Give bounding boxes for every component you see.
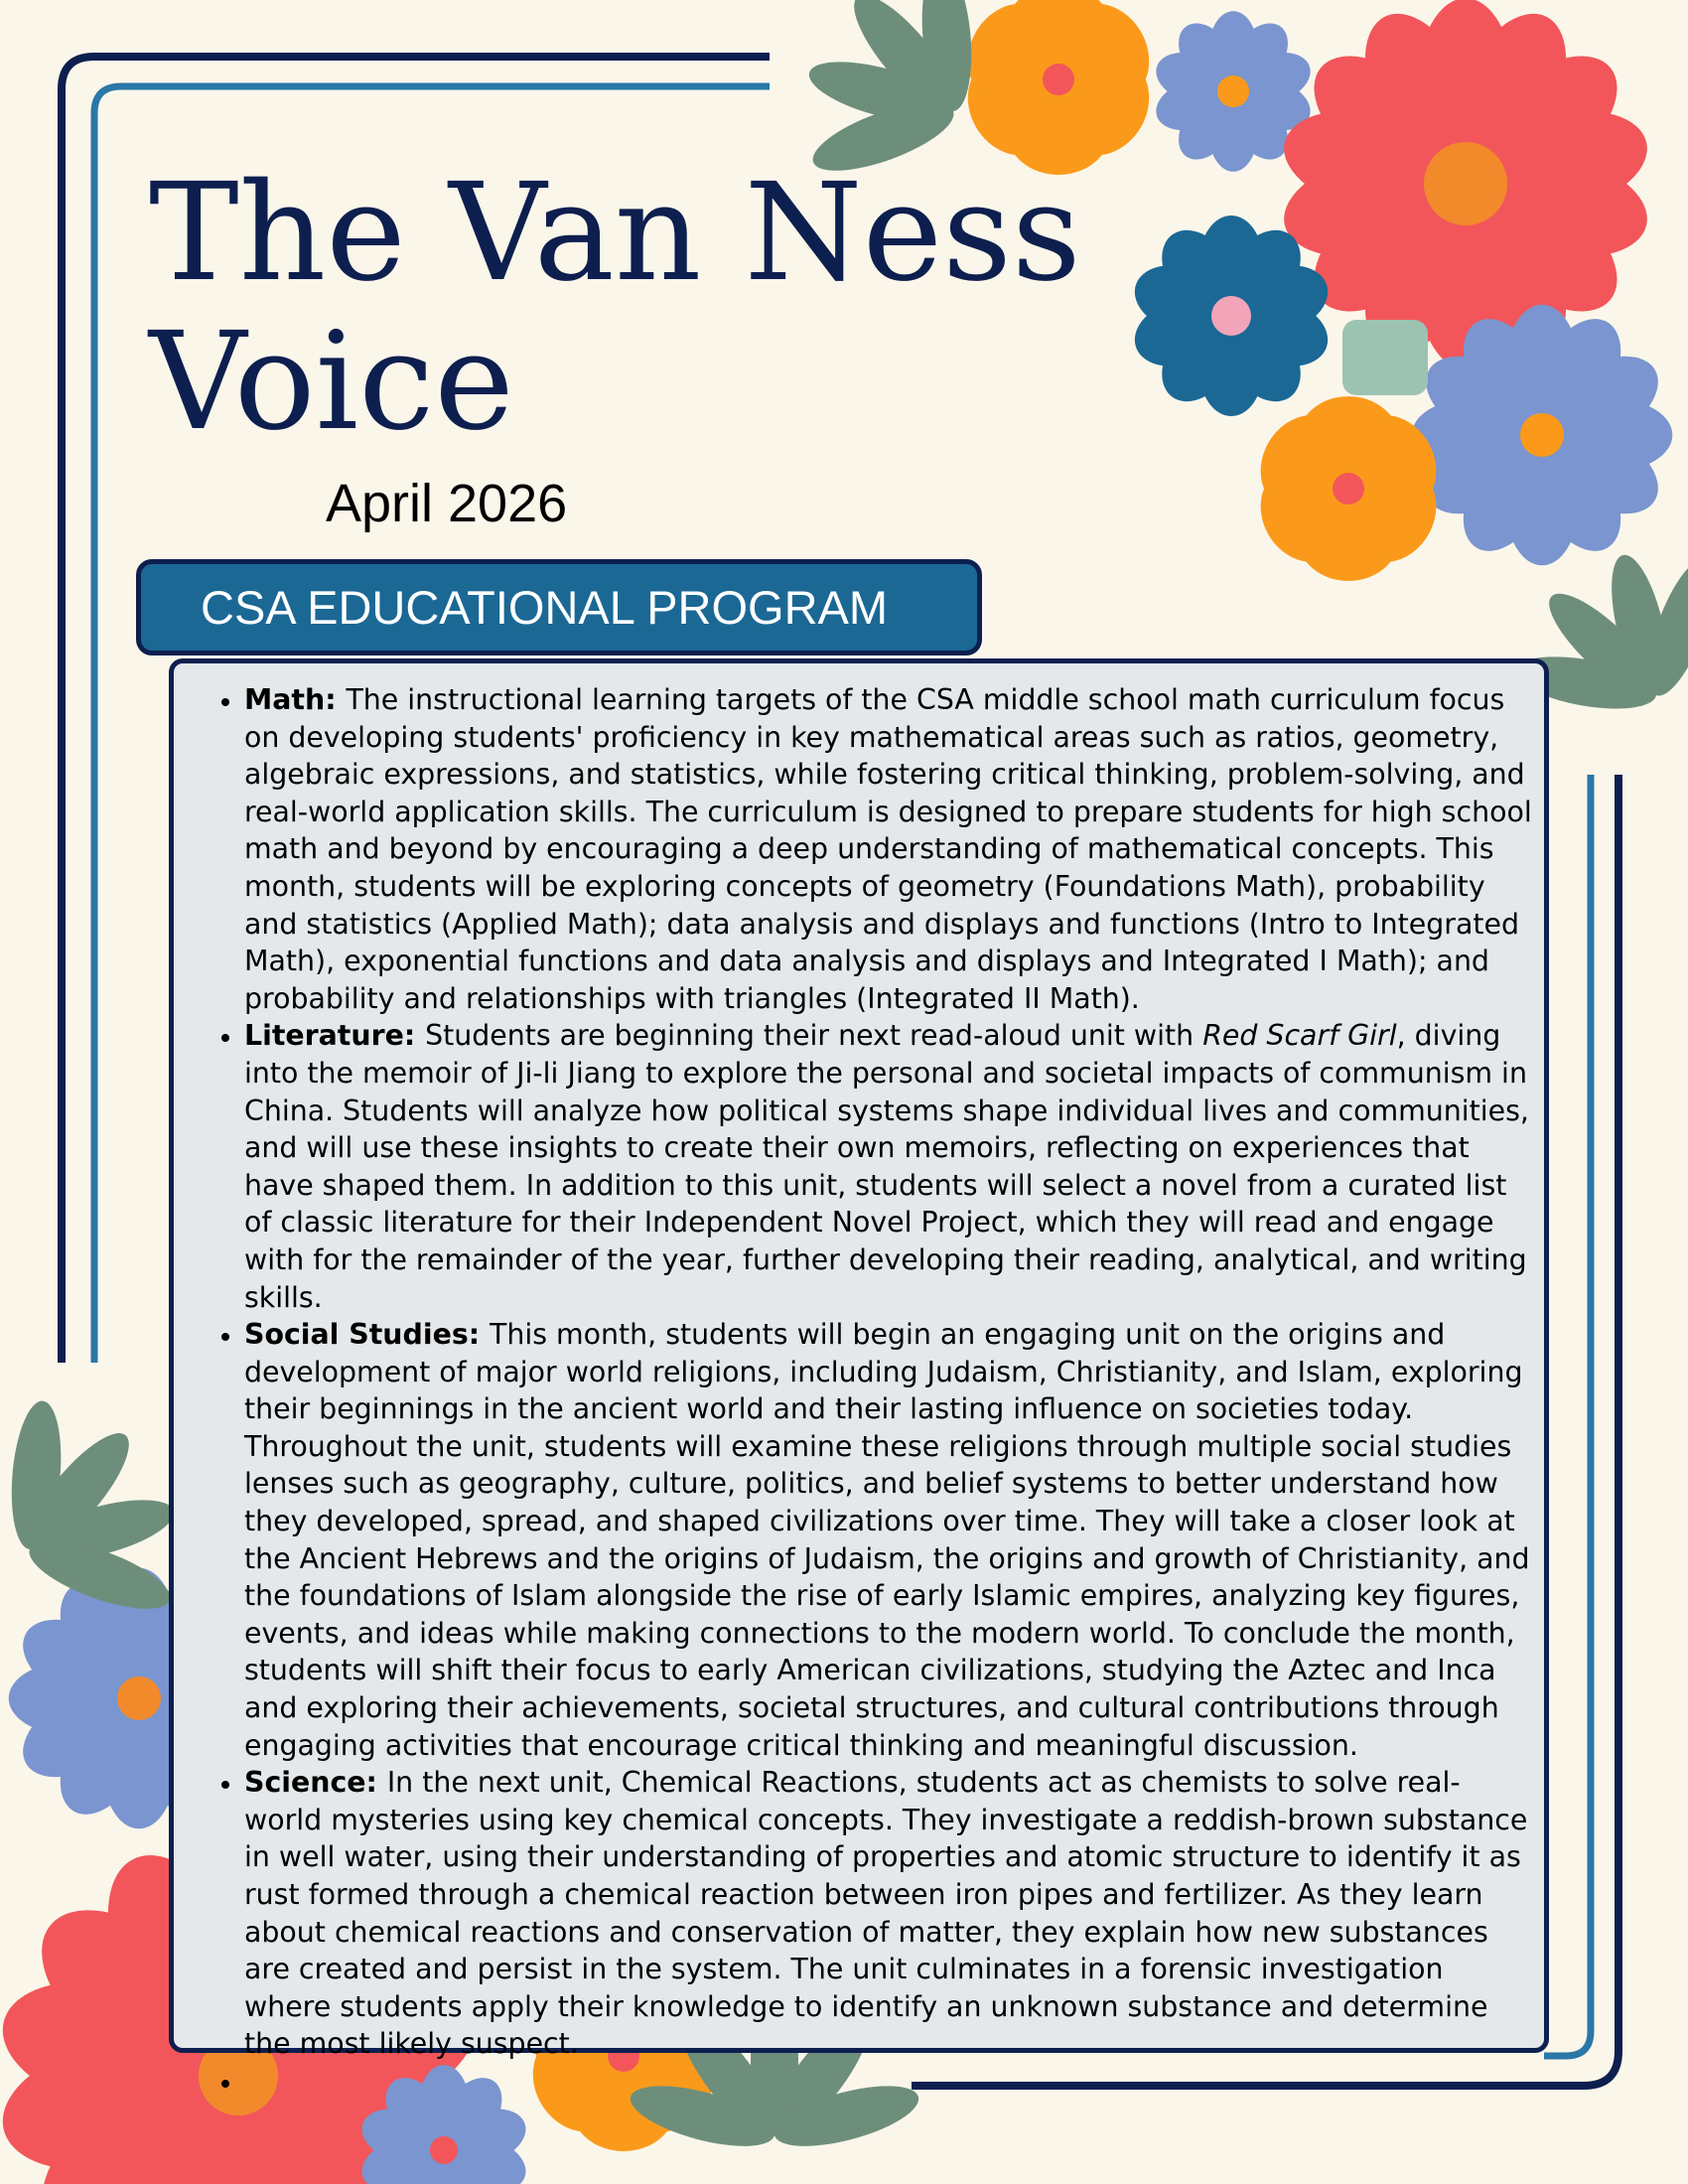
flower-red-large xyxy=(1274,0,1657,371)
leaf-fan-left xyxy=(6,1398,180,1622)
title-line-2: Voice xyxy=(149,304,514,461)
item-text: The instructional learning targets of the CSA middle school math curriculum focus on developing students' proficiency in key mathematical areas such as ratios, geometry, algebraic expressions, and statistics, while fostering critical thinking, problem-solving, and real-world application skills. The curriculum is designed to prepare students for high school math and beyond by encouraging a deep understanding of mathematical concepts. This month, students will be exploring concepts of geometry (Foundations Math), probability and statistics (Applied Math); data analysis and displays and functions (Intro to Integrated Math), exponential functions and data analysis and displays and Integrated I Math); and probability and relationships with triangles (Integrated II Math). xyxy=(244,683,1532,1015)
title-line-1: The Van Ness xyxy=(149,155,1081,312)
item-text: In the next unit, Chemical Reactions, students act as chemists to solve real-world mysteries using key chemical concepts. They investigate a reddish-brown substance in well water, using their understanding of properties and atomic structure to identify it as rust formed through a chemical reaction between iron pipes and fertilizer. As they learn about chemical reactions and conservation of matter, they explain how new substances are created and persist in the system. The unit culminates in a forensic investigation where students apply their knowledge to identify an unknown substance and determine the most likely suspect. xyxy=(244,1766,1528,2061)
issue-date: April 2026 xyxy=(326,474,568,533)
flower-center xyxy=(117,1676,161,1720)
item-text: This month, students will begin an engaging unit on the origins and development of major world religions, including Judaism, Christianity, and Islam, exploring their beginnings in the ancient world and their lasting influence on societies today. Throughout the unit, students will examine these religions through multiple social studies lenses such as geography, culture, politics, and belief systems to better understand how they developed, spread, and shaped civilizations over time. They will take a closer look at the Ancient Hebrews and the origins of Judaism, the origins and growth of Christianity, and the foundations of Islam alongside the rise of early Islamic empires, analyzing key figures, events, and ideas while making connections to the modern world. To conclude the month, students will shift their focus to early American civilizations, studying the Aztec and Inca and exploring their achievements, societal structures, and cultural contributions through engaging activities that encourage critical thinking and meaningful discussion. xyxy=(244,1318,1530,1762)
flower-center xyxy=(1424,142,1507,225)
flower-center xyxy=(1520,413,1564,457)
list-item-empty xyxy=(243,2063,1532,2101)
item-label: Social Studies: xyxy=(244,1318,481,1352)
content-box xyxy=(169,658,1549,2061)
list-item-literature xyxy=(243,1017,1532,1316)
item-text-after: , diving into the memoir of Ji-li Jiang to explore the personal and societal impacts of communism in China. Students will analyze how political systems shape individual lives and communities, and will use these insights to create their own memoirs, reflecting on experiences that have shaped them. In addition to this unit, students will select a novel from a curated list of classic literature for their Independent Novel Project, which they will read and engage with for the remainder of the year, further developing their reading, analytical, and writing skills. xyxy=(244,1019,1529,1314)
flower-center xyxy=(1217,75,1249,107)
item-label: Science: xyxy=(244,1766,377,1800)
flower-center xyxy=(430,2136,458,2164)
section-heading: CSA EDUCATIONAL PROGRAM xyxy=(136,559,982,655)
subject-list xyxy=(218,681,1532,2101)
item-label: Literature: xyxy=(244,1019,416,1053)
newsletter-title xyxy=(149,155,1081,461)
book-title: Red Scarf Girl xyxy=(1202,1019,1397,1053)
flower-center xyxy=(1211,296,1251,336)
flower-center xyxy=(1333,473,1364,505)
list-item-science xyxy=(243,1764,1532,2063)
item-text-before: Students are beginning their next read-aloud unit with xyxy=(425,1019,1195,1053)
flower-center xyxy=(1043,64,1074,95)
mint-square xyxy=(1342,320,1428,395)
frame-line-inner-bottom xyxy=(1544,775,1591,2056)
flower-orange-top xyxy=(950,0,1167,175)
list-item-math xyxy=(243,681,1532,1017)
item-label: Math: xyxy=(244,683,337,716)
list-item-social-studies xyxy=(243,1316,1532,1764)
